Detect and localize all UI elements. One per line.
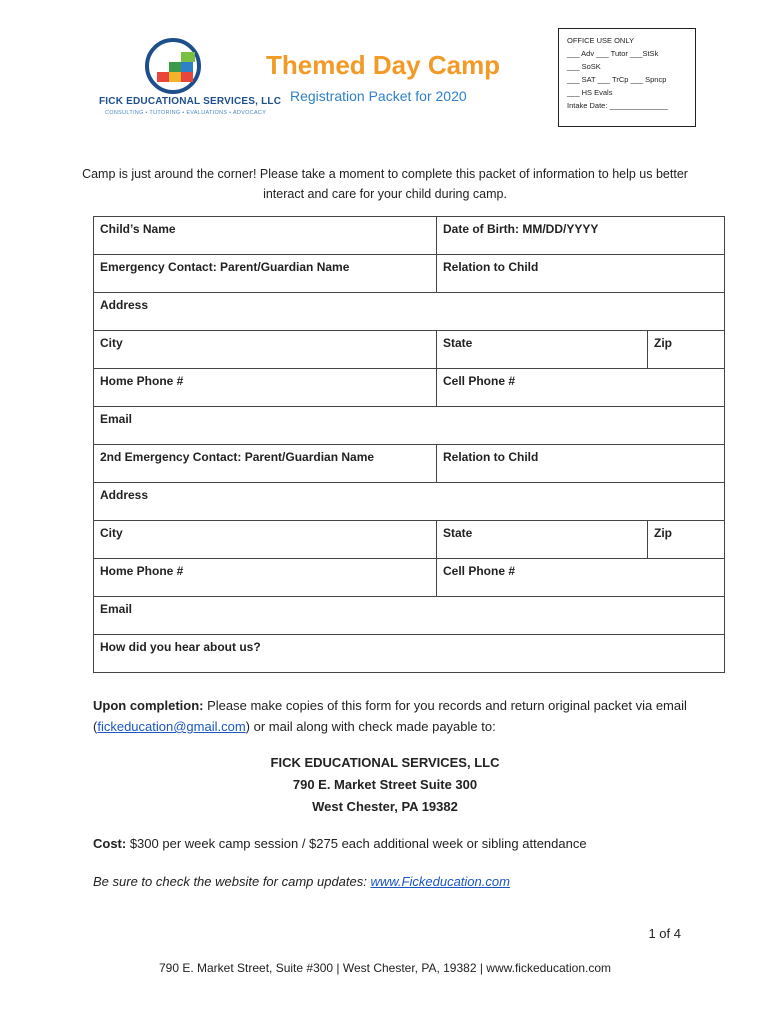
city-2-field[interactable]: City [94,521,437,558]
office-use-line: Intake Date: ______________ [567,101,668,110]
mailing-line: FICK EDUCATIONAL SERVICES, LLC [270,755,500,770]
office-use-line: ___ Adv ___ Tutor ___StSk [567,49,659,58]
address-2-field[interactable]: Address [100,488,149,502]
company-logo [95,36,282,122]
cost-info [93,836,587,851]
form-row [93,331,725,369]
office-use-line: ___ SAT ___ TrCp ___ Spncp [567,75,667,84]
website-link[interactable]: www.Fickeducation.com [370,874,510,889]
form-row [93,217,725,255]
form-row [93,521,725,559]
form-row [93,635,725,673]
date-of-birth-field[interactable]: Date of Birth: MM/DD/YYYY [443,222,599,236]
mailing-line: West Chester, PA 19382 [312,799,458,814]
office-use-heading: OFFICE USE ONLY [567,36,634,45]
cost-label: Cost: [93,836,127,851]
contact-email-link[interactable]: fickeducation@gmail.com [97,719,246,734]
website-text: Be sure to check the website for camp updates: [93,874,371,889]
completion-text-1: Please make copies of this form for you records and return original packet via email ( [93,698,687,734]
registration-form [93,216,725,673]
cost-text: $300 per week camp session / $275 each additional week or sibling attendance [126,836,587,851]
intro-text: Camp is just around the corner! Please take a moment to complete this packet of information to help us better interact and care for your child during camp. [82,167,688,201]
relation-2-field[interactable]: Relation to Child [443,450,539,464]
mailing-line: 790 E. Market Street Suite 300 [292,777,478,792]
form-row [93,559,725,597]
address-field[interactable]: Address [100,298,149,312]
cell-phone-field[interactable]: Cell Phone # [443,374,516,388]
logo-tagline: CONSULTING • TUTORING • EVALUATIONS • ADVOCACY [105,110,267,116]
home-phone-field[interactable]: Home Phone # [94,369,437,406]
form-row [93,445,725,483]
form-row [93,407,725,445]
emergency-contact-field[interactable]: Emergency Contact: Parent/Guardian Name [94,255,437,292]
completion-label: Upon completion: [93,698,204,713]
zip-2-field[interactable]: Zip [654,526,672,540]
logo-company-name: FICK EDUCATIONAL SERVICES, LLC [99,96,282,107]
page-footer: 790 E. Market Street, Suite #300 | West Chester, PA, 19382 | www.fickeducation.com [158,961,611,975]
city-field[interactable]: City [94,331,437,368]
mailing-address [0,752,770,818]
completion-text-2: ) or mail along with check made payable to: [245,719,496,734]
form-row [93,293,725,331]
emergency-contact-2-field[interactable]: 2nd Emergency Contact: Parent/Guardian Name [94,445,437,482]
zip-field[interactable]: Zip [654,336,672,350]
website-info [93,874,510,889]
form-row [93,255,725,293]
office-use-box [558,28,696,127]
cell-phone-2-field[interactable]: Cell Phone # [443,564,516,578]
home-phone-2-field[interactable]: Home Phone # [94,559,437,596]
office-use-line: ___ HS Evals [567,88,613,97]
form-row [93,483,725,521]
office-use-line: ___ SoSK [567,62,601,71]
how-hear-field[interactable]: How did you hear about us? [100,640,261,654]
email-field[interactable]: Email [100,412,133,426]
completion-instructions [93,695,713,737]
childs-name-field[interactable]: Child’s Name [94,217,437,254]
relation-field[interactable]: Relation to Child [443,260,539,274]
page-title: Themed Day Camp [266,50,501,80]
form-row [93,369,725,407]
logo-stairs-icon [143,36,207,94]
email-2-field[interactable]: Email [100,602,133,616]
state-2-field[interactable]: State [437,521,648,558]
page-number: 1 of 4 [648,926,681,941]
form-row [93,597,725,635]
page-subtitle: Registration Packet for 2020 [290,88,467,104]
state-field[interactable]: State [437,331,648,368]
